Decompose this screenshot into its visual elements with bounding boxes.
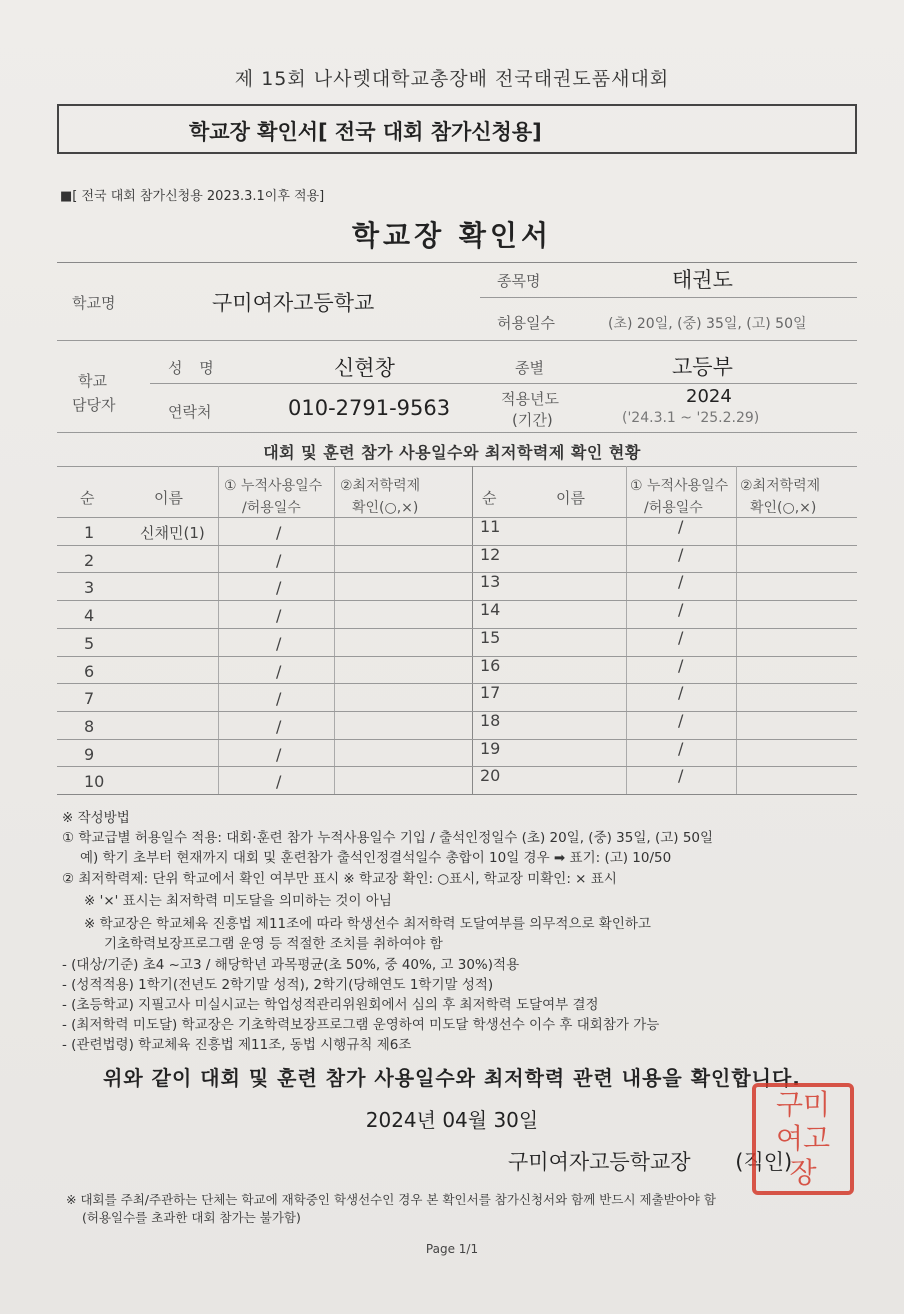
applicability-note: ■[ 전국 대회 참가신청용 2023.3.1이후 적용] bbox=[60, 189, 325, 204]
page-number: Page 1/1 bbox=[425, 1242, 479, 1256]
divider bbox=[218, 466, 219, 794]
manager-name: 신현창 bbox=[334, 356, 395, 380]
row-number: 3 bbox=[84, 578, 95, 598]
method-heading: ※ 작성방법 bbox=[62, 810, 130, 826]
document-title: 학교장 확인서 bbox=[351, 219, 553, 252]
row-number: 2 bbox=[84, 550, 95, 570]
row-divider bbox=[57, 766, 857, 767]
divider bbox=[334, 466, 335, 794]
method-line-9: - (초등학교) 지필고사 미실시교는 학업성적관리위원회에서 심의 후 최저학력 도달여부 결정 bbox=[62, 997, 599, 1013]
row-days: / bbox=[276, 716, 282, 736]
method-line-8: - (성적적용) 1학기(전년도 2학기말 성적), 2학기(당해연도 1학기말 성적) bbox=[62, 977, 494, 993]
row-number-right: 15 bbox=[480, 627, 501, 647]
method-line-1: ① 학교급별 허용일수 적용: 대회·훈련 참가 누적사용일수 기입 / 출석인정일수 (초) 20일, (중) 35일, (고) 50일 bbox=[62, 830, 714, 846]
header-academic-2-right: 확인(○,×) bbox=[750, 500, 817, 516]
row-days: / bbox=[276, 523, 282, 542]
school-name-label: 학교명 bbox=[72, 294, 116, 312]
sport: 태권도 bbox=[672, 268, 733, 292]
header-days-2-right: /허용일수 bbox=[644, 500, 703, 516]
method-line-3: ② 최저학력제: 단위 학교에서 확인 여부만 표시 ※ 학교장 확인: ○표시, 학교장 미확인: × 표시 bbox=[62, 871, 617, 887]
row-number-right: 11 bbox=[480, 517, 501, 536]
contact: 010-2791-9563 bbox=[288, 396, 451, 420]
row-number-right: 17 bbox=[480, 683, 501, 703]
header-days-1: ① 누적사용일수 bbox=[224, 478, 323, 494]
document-date: 2024년 04월 30일 bbox=[365, 1108, 539, 1132]
row-number: 4 bbox=[84, 606, 95, 626]
confirmation-statement: 위와 같이 대회 및 훈련 참가 사용일수와 최저학력 관련 내용을 확인합니다. bbox=[103, 1066, 801, 1090]
principal-name bbox=[508, 1146, 792, 1176]
row-number-right: 19 bbox=[480, 738, 501, 758]
row-number-right: 20 bbox=[480, 766, 501, 786]
header-academic-1: ②최저학력제 bbox=[340, 478, 421, 494]
row-number: 10 bbox=[84, 772, 105, 792]
divider bbox=[57, 432, 857, 433]
row-days-right: / bbox=[678, 738, 684, 758]
school-name: 구미여자고등학교 bbox=[212, 291, 375, 315]
row-days: / bbox=[276, 689, 282, 709]
row-divider bbox=[57, 572, 857, 573]
banner-title: 학교장 확인서[ 전국 대회 참가신청용] bbox=[189, 120, 542, 144]
divider bbox=[736, 466, 737, 794]
event-title: 제 15회 나사렛대학교총장배 전국태권도품새대회 bbox=[234, 68, 670, 90]
row-divider bbox=[57, 683, 857, 684]
row-days: / bbox=[276, 550, 282, 570]
row-days-right: / bbox=[678, 766, 684, 786]
row-divider bbox=[57, 628, 857, 629]
method-line-4: ※ '×' 표시는 최저학력 미도달을 의미하는 것이 아님 bbox=[84, 893, 392, 909]
row-days-right: / bbox=[678, 710, 684, 730]
method-line-5: ※ 학교장은 학교체육 진흥법 제11조에 따라 학생선수 최저학력 도달여부를 의무적으로 확인하고 bbox=[84, 916, 651, 932]
seal-text: 구미여고장 bbox=[775, 1088, 831, 1189]
row-divider bbox=[57, 600, 857, 601]
header-days-1-right: ① 누적사용일수 bbox=[630, 478, 729, 494]
row-days: / bbox=[276, 606, 282, 626]
division: 고등부 bbox=[672, 355, 733, 379]
row-number-right: 16 bbox=[480, 655, 501, 675]
row-number-right: 12 bbox=[480, 544, 501, 564]
divider bbox=[472, 466, 473, 794]
row-number: 1 bbox=[84, 523, 95, 542]
row-days-right: / bbox=[678, 627, 684, 647]
header-days-2: /허용일수 bbox=[242, 500, 301, 516]
table-section-title: 대회 및 훈련 참가 사용일수와 최저학력제 확인 현황 bbox=[263, 443, 641, 462]
name-label: 성 명 bbox=[168, 359, 220, 377]
row-days-right: / bbox=[678, 655, 684, 675]
banner-box bbox=[57, 104, 857, 154]
header-academic-2: 확인(○,×) bbox=[352, 500, 419, 516]
method-line-11: - (관련법령) 학교체육 진흥법 제11조, 동법 시행규칙 제6조 bbox=[62, 1037, 412, 1053]
row-days-right: / bbox=[678, 600, 684, 620]
header-name-right: 이름 bbox=[556, 489, 585, 507]
row-number: 8 bbox=[84, 716, 95, 736]
sport-label: 종목명 bbox=[497, 272, 541, 290]
row-days: / bbox=[276, 633, 282, 653]
method-line-10: - (최저학력 미도달) 학교장은 기초학력보장프로그램 운영하여 미도달 학생선수 이수 후 대회참가 가능 bbox=[62, 1017, 660, 1033]
division-label: 종별 bbox=[515, 359, 544, 377]
divider bbox=[57, 340, 857, 341]
year-label-2: (기간) bbox=[512, 411, 553, 429]
method-line-2: 예) 학기 초부터 현재까지 대회 및 훈련참가 출석인정결석일수 총합이 10일 경우 ➡ 표기: (고) 10/50 bbox=[80, 850, 672, 866]
row-number: 9 bbox=[84, 744, 95, 764]
row-number: 5 bbox=[84, 633, 95, 653]
manager-label-1: 학교 bbox=[78, 372, 107, 390]
year-label-1: 적용년도 bbox=[501, 390, 559, 408]
divider bbox=[626, 466, 627, 794]
header-no-right: 순 bbox=[482, 489, 497, 507]
manager-label-2: 담당자 bbox=[72, 396, 116, 414]
row-number: 6 bbox=[84, 661, 95, 681]
method-line-6: 기초학력보장프로그램 운영 등 적절한 조치를 취하여야 함 bbox=[104, 936, 443, 952]
row-divider bbox=[57, 517, 857, 518]
row-days: / bbox=[276, 661, 282, 681]
seal-label: (직인) bbox=[735, 1150, 793, 1174]
header-no: 순 bbox=[80, 489, 95, 507]
row-name: 신채민(1) bbox=[140, 524, 205, 542]
row-number-right: 14 bbox=[480, 600, 501, 620]
footnote-1: ※ 대회를 주최/주관하는 단체는 학교에 재학중인 학생선수인 경우 본 확인서를 참가신청서와 함께 반드시 제출받아야 함 bbox=[66, 1192, 716, 1207]
header-name: 이름 bbox=[154, 489, 183, 507]
row-days-right: / bbox=[678, 683, 684, 703]
footnote-2: (허용일수를 초과한 대회 참가는 불가함) bbox=[82, 1210, 301, 1225]
row-divider bbox=[57, 711, 857, 712]
row-number-right: 18 bbox=[480, 710, 501, 730]
row-divider bbox=[57, 656, 857, 657]
allowed-days: (초) 20일, (중) 35일, (고) 50일 bbox=[608, 316, 807, 332]
row-divider bbox=[57, 545, 857, 546]
divider bbox=[57, 262, 857, 263]
principal-title: 구미여자고등학교장 bbox=[508, 1150, 691, 1174]
row-days-right: / bbox=[678, 517, 684, 536]
row-days: / bbox=[276, 744, 282, 764]
row-days-right: / bbox=[678, 544, 684, 564]
divider bbox=[57, 466, 857, 467]
allowed-days-label: 허용일수 bbox=[497, 314, 555, 332]
table-bottom-border bbox=[57, 794, 857, 795]
divider bbox=[150, 383, 857, 384]
method-line-7: - (대상/기준) 초4 ~고3 / 해당학년 과목평균(초 50%, 중 40%, 고 30%)적용 bbox=[62, 957, 520, 973]
header-academic-1-right: ②최저학력제 bbox=[740, 478, 821, 494]
year: 2024 bbox=[686, 386, 732, 407]
row-divider bbox=[57, 739, 857, 740]
row-days-right: / bbox=[678, 572, 684, 592]
official-seal-stamp bbox=[752, 1083, 854, 1195]
row-days: / bbox=[276, 772, 282, 792]
divider bbox=[480, 297, 857, 298]
row-days: / bbox=[276, 578, 282, 598]
row-number: 7 bbox=[84, 689, 95, 709]
contact-label: 연락처 bbox=[168, 403, 212, 421]
period: ('24.3.1 ~ '25.2.29) bbox=[622, 410, 760, 426]
row-number-right: 13 bbox=[480, 572, 501, 592]
